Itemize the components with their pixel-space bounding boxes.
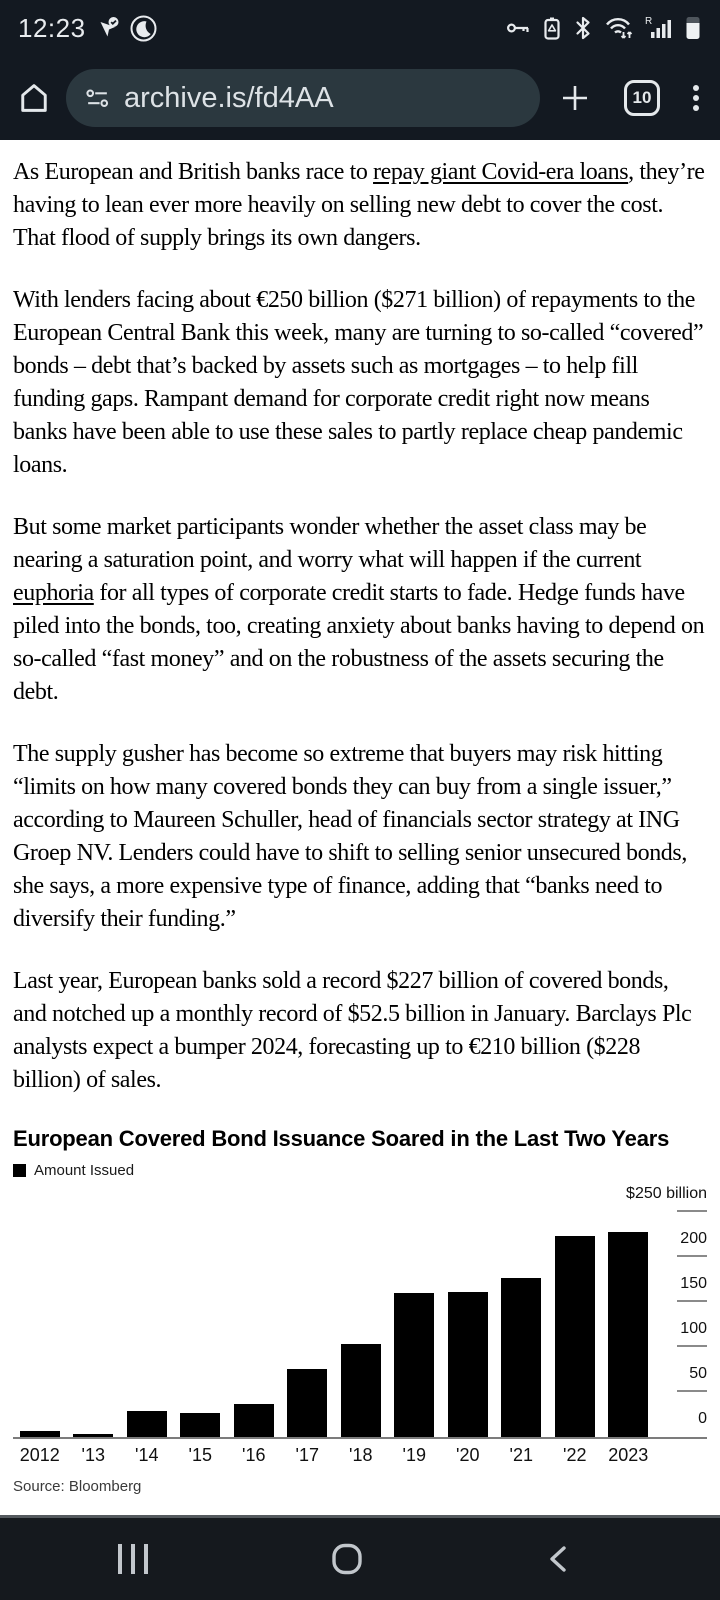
menu-button[interactable] bbox=[690, 81, 702, 115]
x-tick-label: '18 bbox=[349, 1445, 373, 1465]
bar-slot bbox=[495, 1212, 549, 1437]
article-paragraph: As European and British banks race to repay giant Covid-era loans, they’re having to lean ever more heavily on selling new debt to cover the cost. That flood of supply brings its own dangers. bbox=[13, 159, 705, 251]
article-paragraph: Last year, European banks sold a record $227 billion of covered bonds, and notched up a monthly record of $52.5 billion in January. Barclays Plc analysts expect a bumper 2024, forecasting up to €210 billion ($228 billion) of sales. bbox=[13, 968, 692, 1093]
x-tick-label: '17 bbox=[295, 1445, 319, 1465]
home-button[interactable] bbox=[16, 80, 52, 116]
x-tick-label: '19 bbox=[402, 1445, 426, 1465]
svg-text:R: R bbox=[645, 16, 653, 27]
back-icon bbox=[546, 1542, 570, 1576]
article-paragraphs bbox=[13, 156, 707, 1097]
location-share-icon bbox=[96, 16, 120, 40]
x-tick-label: '13 bbox=[81, 1445, 105, 1465]
x-tick-label: '16 bbox=[242, 1445, 266, 1465]
chart-bars bbox=[13, 1212, 655, 1437]
tab-count: 10 bbox=[632, 88, 652, 107]
article-paragraph: The supply gusher has become so extreme that buyers may risk hitting “limits on how many covered bonds they can buy from a single issuer,” according to Maureen Schuller, head of financials sector strategy at ING Groep NV. Lenders could have to shift to selling senior unsecured bonds, she says, a more expensive type of finance, adding that “banks need to diversify their funding.” bbox=[13, 741, 687, 932]
bar-slot bbox=[174, 1212, 228, 1437]
status-bar bbox=[0, 0, 720, 56]
y-tick-label: 0 bbox=[698, 1410, 707, 1427]
new-tab-button[interactable] bbox=[558, 81, 592, 115]
article-link[interactable]: euphoria bbox=[13, 580, 94, 606]
chart-source: Source: Bloomberg bbox=[13, 1478, 142, 1495]
bar bbox=[448, 1292, 488, 1437]
key-icon bbox=[505, 16, 531, 40]
battery-saver-icon bbox=[542, 16, 562, 40]
y-tick-line bbox=[677, 1390, 707, 1392]
bar bbox=[287, 1369, 327, 1437]
y-tick-line bbox=[677, 1210, 707, 1212]
x-tick-label: 2012 bbox=[19, 1445, 60, 1465]
battery-icon bbox=[684, 15, 702, 41]
recents-button[interactable] bbox=[118, 1544, 148, 1574]
x-tick-label: '22 bbox=[563, 1445, 587, 1465]
y-tick-label: 150 bbox=[680, 1275, 707, 1292]
bar bbox=[180, 1413, 220, 1437]
bar-chart bbox=[13, 1183, 707, 1439]
y-tick-label: 200 bbox=[680, 1230, 707, 1247]
android-nav-bar bbox=[0, 1515, 720, 1600]
y-tick-label: $250 billion bbox=[626, 1185, 707, 1202]
legend-swatch bbox=[13, 1164, 26, 1177]
y-tick-label: 50 bbox=[689, 1365, 707, 1382]
url-text: archive.is/fd4AA bbox=[124, 81, 334, 114]
x-tick-label: '15 bbox=[188, 1445, 212, 1465]
back-button[interactable] bbox=[546, 1542, 570, 1576]
url-bar[interactable] bbox=[66, 69, 540, 127]
bar-slot bbox=[67, 1212, 121, 1437]
bar bbox=[394, 1293, 434, 1437]
tab-switcher-button[interactable] bbox=[624, 80, 660, 116]
y-tick-label: 100 bbox=[680, 1320, 707, 1337]
status-time: 12:23 bbox=[18, 12, 86, 43]
bar bbox=[234, 1404, 274, 1437]
y-tick-line bbox=[677, 1255, 707, 1257]
bar bbox=[608, 1232, 648, 1437]
bar bbox=[501, 1278, 541, 1437]
article-paragraph: With lenders facing about €250 billion ($271 billion) of repayments to the European Central Bank this week, many are turning to so-called “covered” bonds – debt that’s backed by assets such as mortgages – to help fill funding gaps. Rampant demand for corporate credit right now means banks have been able to use these sales to partly replace cheap pandemic loans. bbox=[13, 287, 704, 478]
bar-slot bbox=[120, 1212, 174, 1437]
home-nav-icon bbox=[330, 1542, 364, 1576]
bar bbox=[555, 1236, 595, 1437]
bar-slot bbox=[441, 1212, 495, 1437]
night-mode-icon bbox=[130, 15, 157, 42]
x-tick-label: '14 bbox=[135, 1445, 159, 1465]
chart-title: European Covered Bond Issuance Soared in the Last Two Years bbox=[13, 1126, 670, 1151]
web-content bbox=[0, 140, 720, 1495]
chart-legend bbox=[13, 1162, 707, 1179]
bar-slot bbox=[13, 1212, 67, 1437]
bar bbox=[127, 1411, 167, 1437]
x-axis-line bbox=[13, 1437, 707, 1439]
bar bbox=[341, 1344, 381, 1437]
article-paragraph: But some market participants wonder whether the asset class may be nearing a saturation point, and worry what will happen if the current euphoria for all types of corporate credit starts to fade. Hedge funds have piled into the bonds, too, creating anxiety about banks having to depend on so-called “fast money” and on the robustness of the assets securing the debt. bbox=[13, 514, 705, 705]
y-tick-line bbox=[677, 1300, 707, 1302]
site-settings-icon[interactable] bbox=[84, 85, 111, 112]
article-link[interactable]: repay giant Covid-era loans bbox=[373, 159, 629, 185]
home-nav-button[interactable] bbox=[330, 1542, 364, 1576]
bar-slot bbox=[388, 1212, 442, 1437]
wifi-arrows-icon bbox=[604, 15, 634, 41]
x-tick-label: '21 bbox=[509, 1445, 533, 1465]
bar-slot bbox=[227, 1212, 281, 1437]
recents-icon bbox=[118, 1544, 148, 1574]
legend-label: Amount Issued bbox=[34, 1162, 135, 1179]
bar-slot bbox=[281, 1212, 335, 1437]
x-tick-label: '20 bbox=[456, 1445, 480, 1465]
bar-slot bbox=[334, 1212, 388, 1437]
x-axis-labels bbox=[13, 1445, 655, 1466]
bluetooth-icon bbox=[573, 15, 593, 41]
browser-toolbar bbox=[0, 56, 720, 140]
signal-roaming-icon bbox=[645, 15, 673, 41]
bar-slot bbox=[602, 1212, 656, 1437]
y-tick-line bbox=[677, 1345, 707, 1347]
bar-slot bbox=[548, 1212, 602, 1437]
x-tick-label: 2023 bbox=[608, 1445, 649, 1465]
